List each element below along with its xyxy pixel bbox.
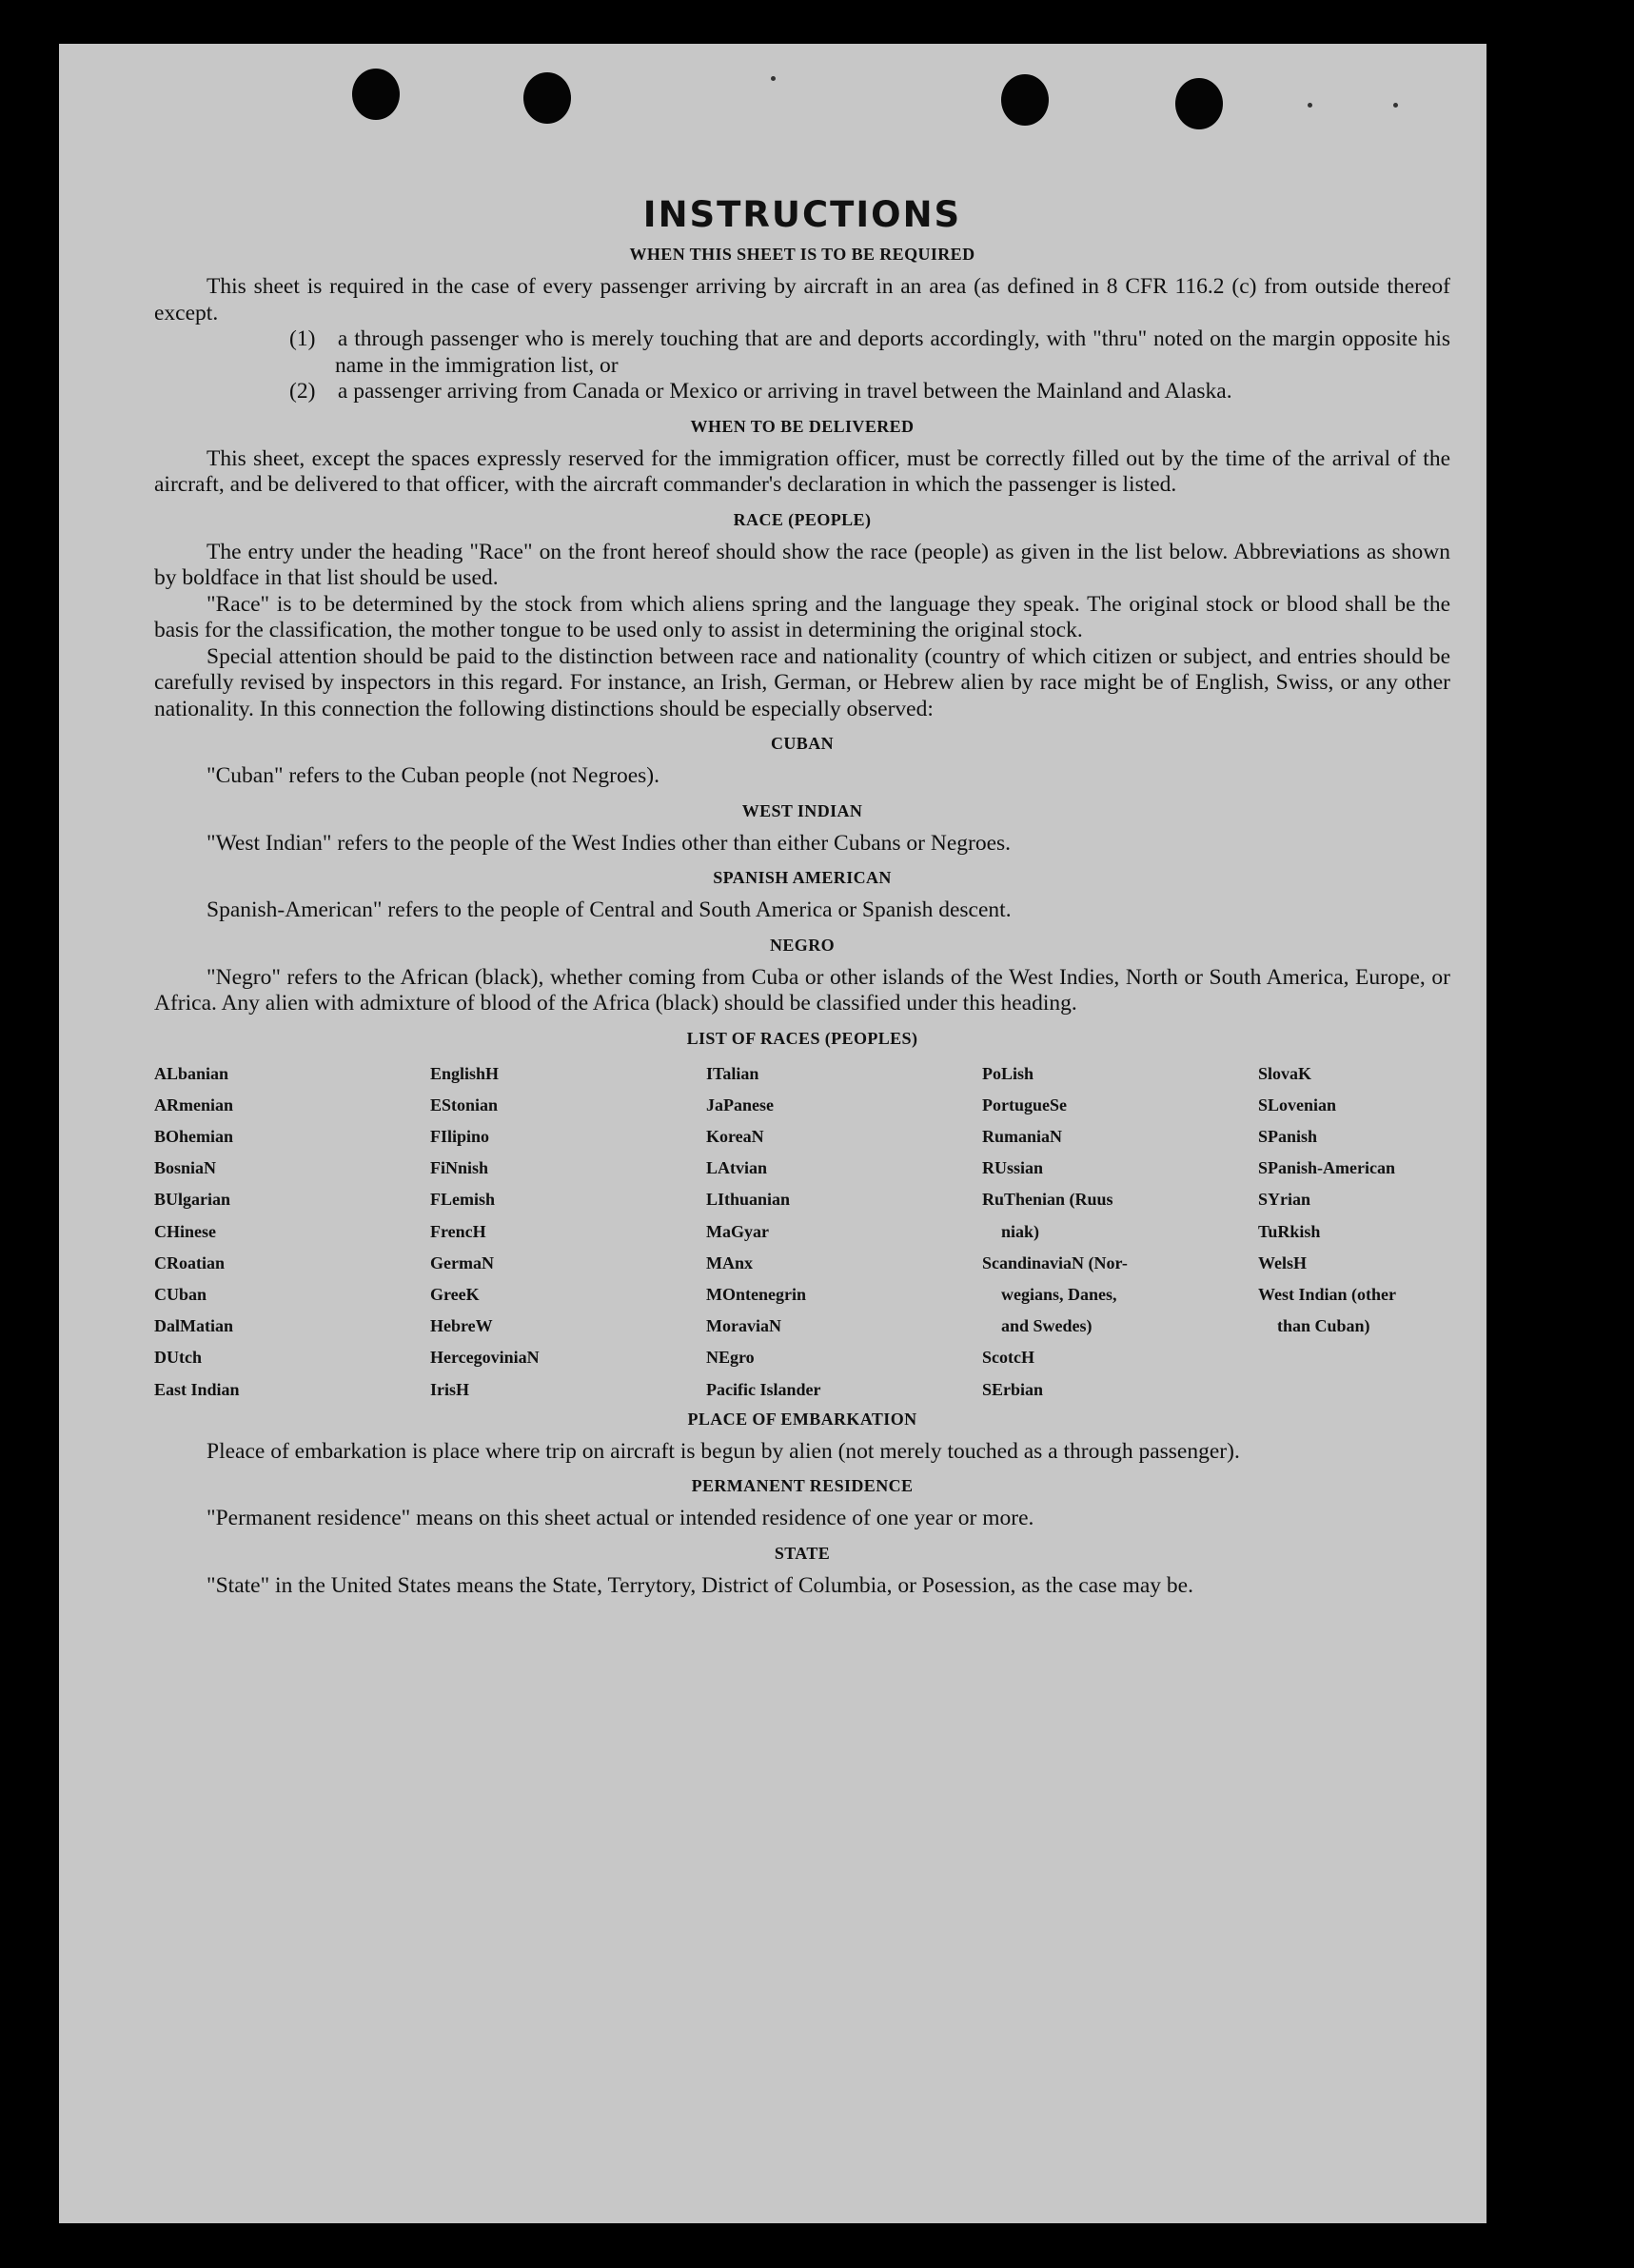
list-item-canada-mexico: (2) a passenger arriving from Canada or Mexico or arriving in travel between the Mainland and Alaska. (289, 379, 1232, 404)
races-column-4 (982, 1058, 1258, 1406)
race-list-item: BOhemian (154, 1126, 234, 1146)
race-list-item: FIlipino (430, 1126, 490, 1146)
race-list-item: RuThenian (Ruus (982, 1190, 1113, 1210)
race-list-item: ITalian (706, 1063, 759, 1083)
punch-hole (1001, 74, 1049, 126)
section-heading-spanish-american: SPANISH AMERICAN (713, 868, 892, 887)
race-list-item: SLovenian (1258, 1095, 1337, 1114)
race-list-item: SErbian (982, 1379, 1044, 1399)
page-title: INSTRUCTIONS (642, 194, 962, 235)
race-list-item: PortugueSe (982, 1095, 1067, 1114)
punch-hole (352, 69, 400, 120)
race-list-item: and Swedes) (1001, 1316, 1093, 1336)
race-list-item: CUban (154, 1284, 207, 1304)
race-list-item: BosniaN (154, 1158, 217, 1178)
races-column-3 (706, 1058, 982, 1406)
punch-hole (523, 72, 571, 124)
race-list-item: SPanish-American (1258, 1158, 1395, 1178)
race-list-item: SlovaK (1258, 1063, 1312, 1083)
paragraph-race-3: Special attention should be paid to the distinction between race and nationality (country of which citizen or subject, and entries should be carefully revised by inspectors in this regard. For instance, an Irish, German, or Hebrew alien by race might be of English, Swiss, or any other nationality. In this connection the following distinctions should be especially observed: (154, 643, 1450, 721)
list-item-through-passenger: (1) a through passenger who is merely touching that are and deports accordingly, with "thru" noted on the margin opposite his name in the immigration list, or (289, 326, 1450, 378)
race-list-item: IrisH (430, 1379, 470, 1399)
race-list-item: LAtvian (706, 1158, 768, 1178)
race-list-item: MOntenegrin (706, 1284, 806, 1304)
race-list-item: RumaniaN (982, 1126, 1063, 1146)
race-list-item: NEgro (706, 1348, 755, 1368)
race-list-item: niak) (1001, 1221, 1040, 1241)
paragraph-race-1: The entry under the heading "Race" on the front hereof should show the race (people) as given in the list below. Abbreviations as shown by boldface in that list should be used. (154, 539, 1450, 590)
races-column-5 (1258, 1058, 1458, 1406)
race-list-item: FLemish (430, 1190, 496, 1210)
race-list-item: GreeK (430, 1284, 480, 1304)
race-list-item: CRoatian (154, 1252, 226, 1272)
paragraph-delivered: This sheet, except the spaces expressly reserved for the immigration officer, must be correctly filled out by the time of the arrival of the aircraft, and be delivered to that officer, with the aircraft commander's declaration in which the passenger is listed. (154, 445, 1450, 497)
race-list-item: than Cuban) (1277, 1316, 1370, 1336)
section-heading-negro: NEGRO (769, 935, 835, 955)
section-heading-delivered: WHEN TO BE DELIVERED (690, 416, 915, 436)
section-heading-list-of-races: LIST OF RACES (PEOPLES) (686, 1028, 918, 1048)
paragraph-residence: "Permanent residence" means on this sheet actual or intended residence of one year or more. (207, 1506, 1034, 1531)
race-list-item: TuRkish (1258, 1221, 1321, 1241)
ink-speck (771, 76, 776, 81)
race-list-item: PoLish (982, 1063, 1034, 1083)
section-heading-race: RACE (PEOPLE) (733, 509, 872, 529)
race-list-item: ALbanian (154, 1063, 229, 1083)
race-list-item: BUlgarian (154, 1190, 231, 1210)
section-heading-state: STATE (774, 1543, 831, 1563)
paragraph-embarkation: Pleace of embarkation is place where trip on aircraft is begun by alien (not merely touched as a through passenger). (207, 1438, 1240, 1464)
paragraph-race-2: "Race" is to be determined by the stock from which aliens spring and the language they speak. The original stock or blood shall be the basis for the classification, the mother tongue to be used only to assist in determining the original stock. (154, 591, 1450, 642)
paragraph-spanish-american: Spanish-American" refers to the people of Central and South America or Spanish descent. (207, 897, 1012, 922)
race-list-item: FiNnish (430, 1158, 489, 1178)
race-list-item: ScandinaviaN (Nor- (982, 1252, 1128, 1272)
race-list-item: KoreaN (706, 1126, 764, 1146)
race-list-item: West Indian (other (1258, 1284, 1397, 1304)
race-list-item: EnglishH (430, 1063, 500, 1083)
race-list-item: EStonian (430, 1095, 499, 1114)
paragraph-required: This sheet is required in the case of every passenger arriving by aircraft in an area (as defined in 8 CFR 116.2 (c) from outside thereof except. (154, 274, 1450, 325)
race-list-item: WelsH (1258, 1252, 1308, 1272)
race-list-item: LIthuanian (706, 1190, 791, 1210)
race-list-item: GermaN (430, 1252, 494, 1272)
race-list-item: MAnx (706, 1252, 753, 1272)
races-list (154, 1058, 1450, 1406)
race-list-item: FrencH (430, 1221, 486, 1241)
race-list-item: MoraviaN (706, 1316, 781, 1336)
race-list-item: ARmenian (154, 1095, 234, 1114)
section-heading-west-indian: WEST INDIAN (741, 800, 863, 820)
race-list-item: wegians, Danes, (1001, 1284, 1117, 1304)
punch-hole (1175, 78, 1223, 129)
section-heading-embarkation: PLACE OF EMBARKATION (687, 1409, 917, 1429)
race-list-item: East Indian (154, 1379, 240, 1399)
section-heading-cuban: CUBAN (770, 734, 834, 753)
instructions-body (154, 194, 1450, 1599)
section-heading-required: WHEN THIS SHEET IS TO BE REQUIRED (629, 245, 975, 264)
race-list-item: CHinese (154, 1221, 216, 1241)
paragraph-west-indian: "West Indian" refers to the people of the West Indies other than either Cubans or Negroes. (207, 830, 1012, 856)
paragraph-state: "State" in the United States means the State, Terrytory, District of Columbia, or Posession, as the case may be. (207, 1572, 1193, 1598)
race-list-item: MaGyar (706, 1221, 769, 1241)
race-list-item: HebreW (430, 1316, 493, 1336)
race-list-item: SYrian (1258, 1190, 1311, 1210)
race-list-item: SPanish (1258, 1126, 1318, 1146)
races-column-2 (430, 1058, 706, 1406)
race-list-item: ScotcH (982, 1348, 1034, 1368)
race-list-item: DUtch (154, 1348, 202, 1368)
paragraph-cuban: "Cuban" refers to the Cuban people (not Negroes). (207, 763, 660, 788)
document-page (59, 44, 1486, 2223)
section-heading-residence: PERMANENT RESIDENCE (691, 1476, 914, 1496)
paragraph-negro: "Negro" refers to the African (black), whether coming from Cuba or other islands of the West Indies, North or South America, Europe, or Africa. Any alien with admixture of blood of the Africa (black) should be classified under this heading. (154, 964, 1450, 1016)
race-list-item: DalMatian (154, 1316, 233, 1336)
race-list-item: JaPanese (706, 1095, 774, 1114)
race-list-item: Pacific Islander (706, 1379, 821, 1399)
race-list-item: HercegoviniaN (430, 1348, 540, 1368)
ink-speck (1308, 103, 1312, 108)
race-list-item: RUssian (982, 1158, 1044, 1178)
ink-speck (1393, 103, 1398, 108)
races-column-1 (154, 1058, 430, 1406)
